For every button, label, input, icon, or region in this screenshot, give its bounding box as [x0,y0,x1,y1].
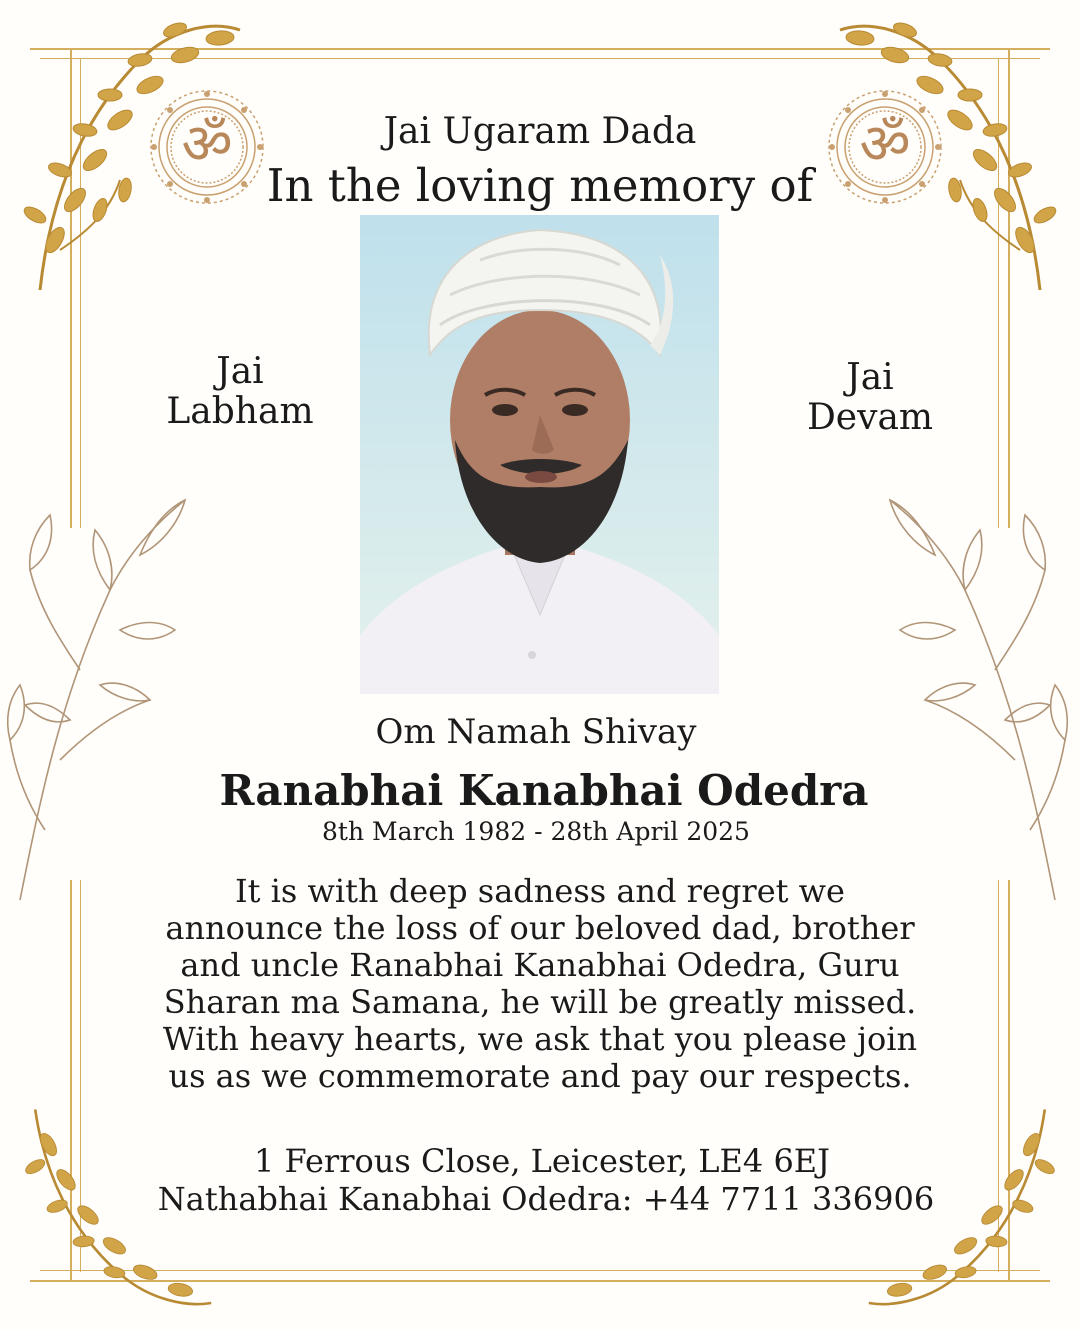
memory-title: In the loving memory of [266,159,814,212]
om-icon: ॐ [859,112,911,177]
portrait-photo [360,215,719,694]
message-line: Sharan ma Samana, he will be greatly missed. [163,983,917,1021]
side-blessing-left: Jai Labham [166,351,314,432]
prayer-line: Om Namah Shivay [375,712,697,752]
message-line: and uncle Ranabhai Kanabhai Odedra, Guru [180,946,900,984]
contact-phone-line: Nathabhai Kanabhai Odedra: +44 7711 336906 [157,1180,935,1218]
announcement-message [0,873,1080,1095]
om-icon: ॐ [181,112,233,177]
message-line: announce the loss of our beloved dad, brother [165,909,915,947]
deceased-name: Ranabhai Kanabhai Odedra [219,766,869,815]
message-line: With heavy hearts, we ask that you please join [162,1020,918,1058]
address-line: 1 Ferrous Close, Leicester, LE4 6EJ [254,1142,830,1180]
message-line: us as we commemorate and pay our respects. [168,1057,912,1095]
life-dates: 8th March 1982 - 28th April 2025 [322,817,750,846]
blessing-header: Jai Ugaram Dada [383,111,697,152]
side-blessing-right: Jai Devam [806,357,934,438]
message-line: It is with deep sadness and regret we [235,872,845,910]
